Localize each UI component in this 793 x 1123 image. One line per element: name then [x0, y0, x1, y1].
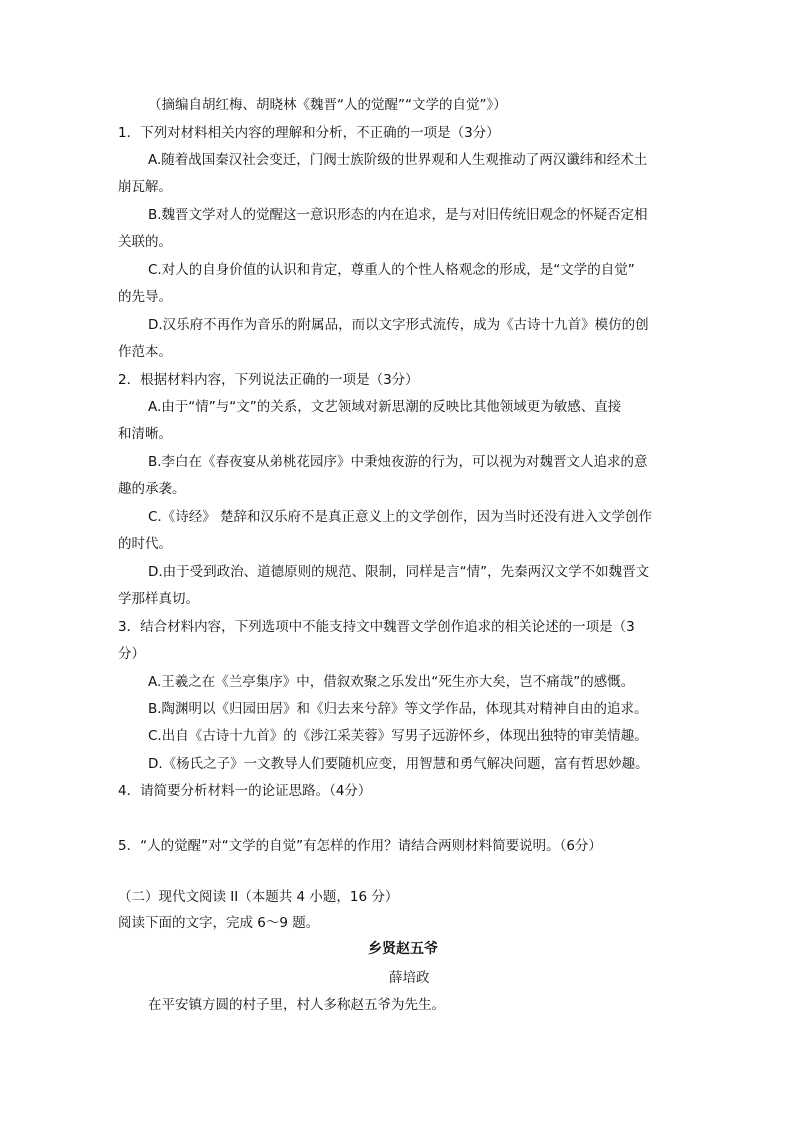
question-3-option-a: A.王羲之在《兰亭集序》中，借叙欢聚之乐发出“死生亦大矣，岂不痛哉”的感慨。 — [148, 674, 635, 690]
question-1-option-c-cont: 的先导。 — [118, 289, 172, 305]
question-2-stem: 2．根据材料内容，下列说法正确的一项是（3分） — [118, 372, 419, 388]
question-1-option-a-cont: 崩瓦解。 — [118, 179, 172, 195]
question-1-option-a: A.随着战国秦汉社会变迁，门阀士族阶级的世界观和人生观推动了两汉谶纬和经术土 — [148, 152, 648, 168]
question-1-option-b: B.魏晋文学对人的觉醒这一意识形态的内在追求，是与对旧传统旧观念的怀疑否定相 — [148, 207, 648, 223]
question-4: 4．请简要分析材料一的论证思路。（4分） — [118, 783, 372, 799]
question-1-option-b-cont: 关联的。 — [118, 234, 172, 250]
question-2-option-c-cont: 的时代。 — [118, 536, 172, 552]
question-3-option-c: C.出自《古诗十九首》的《涉江采芙蓉》写男子远游怀乡，体现出独特的审美情趣。 — [148, 728, 648, 744]
question-3-option-b: B.陶渊明以《归园田居》和《归去来兮辞》等文学作品，体现其对精神自由的追求。 — [148, 701, 648, 717]
question-2-option-c: C.《诗经》 楚辞和汉乐府不是真正意义上的文学创作，因为当时还没有进入文学创作 — [148, 509, 653, 525]
question-1-option-d: D.汉乐府不再作为音乐的附属品，而以文字形式流传，成为《古诗十九首》模仿的创 — [148, 317, 649, 333]
question-2-option-d: D.由于受到政治、道德原则的规范、限制，同样是言“情”，先秦两汉文学不如魏晋文 — [148, 564, 650, 580]
story-author: 薛培政 — [389, 970, 430, 986]
story-title: 乡贤赵五爷 — [368, 941, 438, 957]
question-2-option-b: B.李白在《春夜宴从弟桃花园序》中秉烛夜游的行为，可以视为对魏晋文人追求的意 — [148, 454, 648, 470]
question-1-stem: 1．下列对材料相关内容的理解和分析，不正确的一项是（3分） — [118, 125, 500, 141]
story-first-paragraph: 在平安镇方圆的村子里，村人多称赵五爷为先生。 — [148, 997, 445, 1013]
question-5: 5．“人的觉醒”对“文学的自觉”有怎样的作用？请结合两则材料简要说明。（6分） — [118, 838, 602, 854]
question-1-option-c: C.对人的自身价值的认识和肯定，尊重人的个性人格观念的形成，是“文学的自觉” — [148, 262, 635, 278]
question-3-option-d: D.《杨氏之子》一文教导人们要随机应变，用智慧和勇气解决问题，富有哲思妙趣。 — [148, 756, 649, 772]
question-1-option-d-cont: 作范本。 — [118, 344, 172, 360]
section-heading: （二）现代文阅读 II（本题共 4 小题，16 分） — [118, 889, 399, 905]
question-2-option-a-cont: 和清晰。 — [118, 426, 172, 442]
question-3-stem: 3．结合材料内容，下列选项中不能支持文中魏晋文学创作追求的相关论述的一项是（3 — [118, 619, 635, 635]
question-3-stem-cont: 分） — [118, 646, 145, 662]
question-2-option-d-cont: 学那样真切。 — [118, 591, 199, 607]
question-2-option-a: A.由于“情”与“文”的关系，文艺领域对新思潮的反映比其他领域更为敏感、直接 — [148, 399, 622, 415]
source-citation: （摘编自胡红梅、胡晓林《魏晋“人的觉醒”“文学的自觉”》） — [148, 97, 507, 113]
reading-instruction: 阅读下面的文字，完成 6～9 题。 — [118, 915, 320, 931]
question-2-option-b-cont: 趣的承袭。 — [118, 481, 186, 497]
